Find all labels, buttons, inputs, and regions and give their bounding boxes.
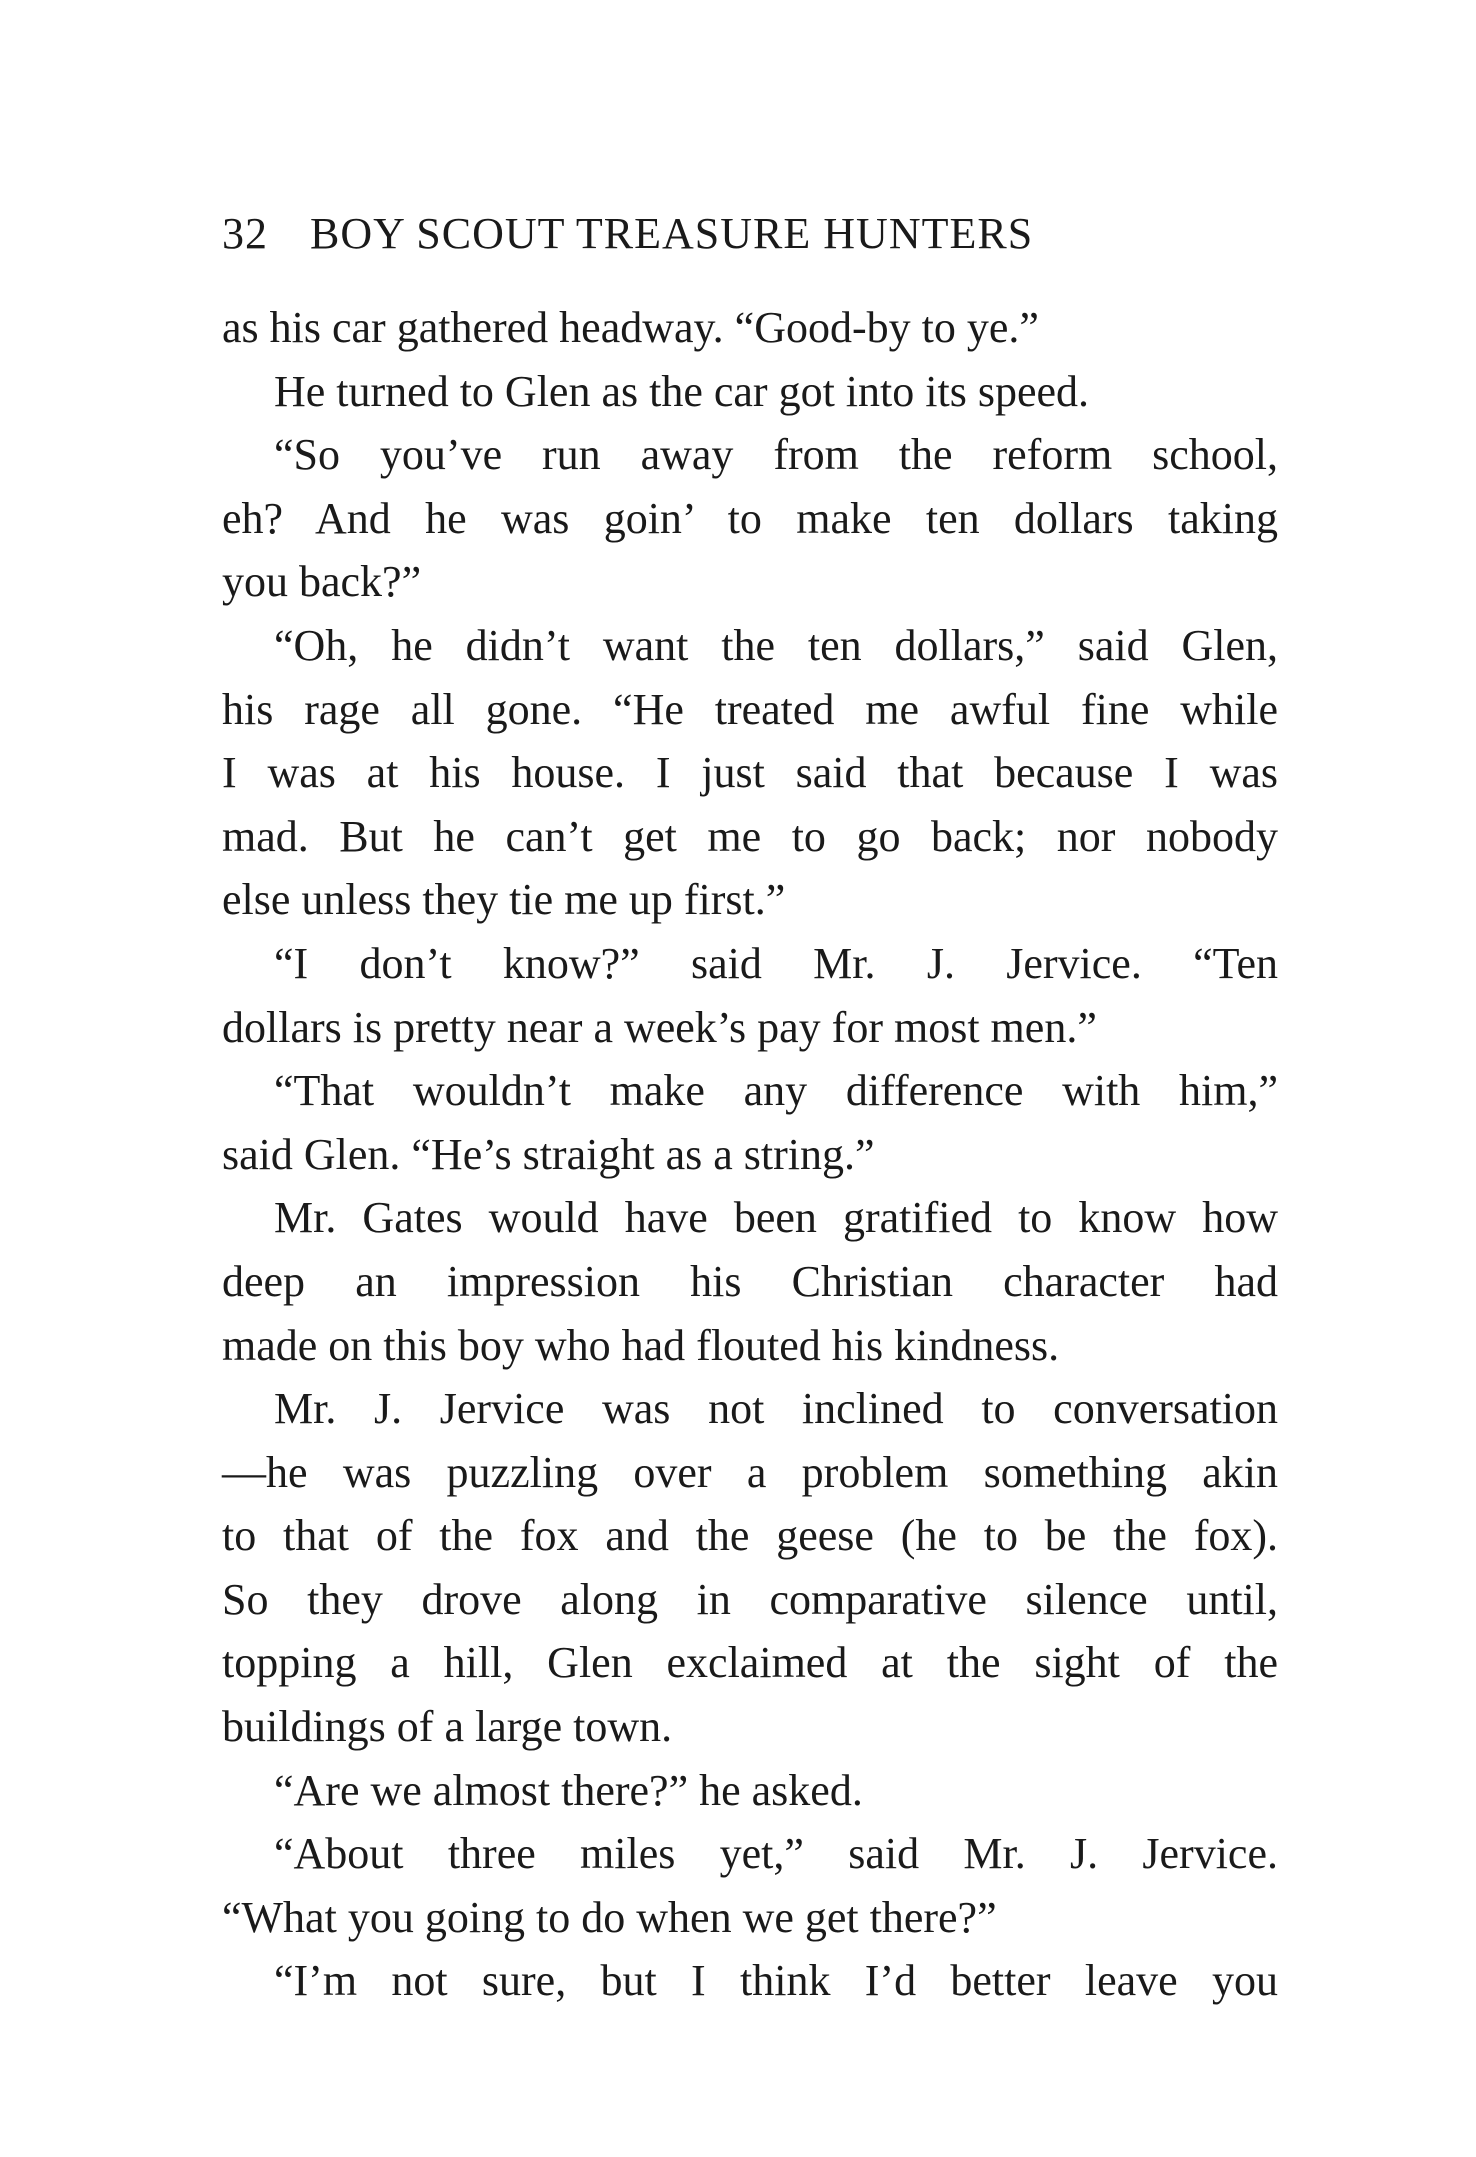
- text-line: Mr. J. Jervice was not inclined to conversation: [274, 1384, 1278, 1434]
- text-line: “What you going to do when we get there?”: [222, 1892, 997, 1942]
- text-line: mad. But he can’t get me to go back; nor nobody: [222, 811, 1278, 861]
- text-line: —he was puzzling over a problem something akin: [222, 1447, 1278, 1497]
- text-line: made on this boy who had flouted his kindness.: [222, 1320, 1060, 1370]
- text-line: He turned to Glen as the car got into its speed.: [274, 366, 1090, 416]
- text-line: “So you’ve run away from the reform school,: [274, 430, 1278, 480]
- body-text: [222, 296, 1278, 2013]
- text-line: topping a hill, Glen exclaimed at the sight of the: [222, 1638, 1278, 1688]
- text-line: buildings of a large town.: [222, 1702, 673, 1752]
- text-line: “About three miles yet,” said Mr. J. Jervice.: [274, 1829, 1278, 1879]
- text-line: “I’m not sure, but I think I’d better leave you: [274, 1956, 1278, 2006]
- text-line: deep an impression his Christian character had: [222, 1256, 1278, 1306]
- text-line: as his car gathered headway. “Good-by to ye.”: [222, 303, 1039, 352]
- book-title: BOY SCOUT TREASURE HUNTERS: [310, 209, 1034, 258]
- text-line: his rage all gone. “He treated me awful fine while: [222, 684, 1278, 734]
- text-line: “Are we almost there?” he asked.: [274, 1765, 863, 1815]
- text-line: “Oh, he didn’t want the ten dollars,” said Glen,: [274, 620, 1278, 670]
- page-number: 32: [222, 209, 268, 258]
- text-line: eh? And he was goin’ to make ten dollars taking: [222, 493, 1278, 543]
- text-line: I was at his house. I just said that because I was: [222, 748, 1278, 798]
- text-line: “I don’t know?” said Mr. J. Jervice. “Ten: [274, 938, 1278, 988]
- text-line: Mr. Gates would have been gratified to know how: [274, 1193, 1278, 1243]
- text-line: said Glen. “He’s straight as a string.”: [222, 1129, 875, 1179]
- text-line: to that of the fox and the geese (he to be the fox).: [222, 1511, 1278, 1561]
- text-line: dollars is pretty near a week’s pay for most men.”: [222, 1002, 1097, 1052]
- text-line: else unless they tie me up first.”: [222, 875, 786, 925]
- text-line: you back?”: [222, 557, 422, 607]
- running-head: [222, 208, 1278, 259]
- text-line: So they drove along in comparative silence until,: [222, 1574, 1278, 1624]
- text-line: “That wouldn’t make any difference with him,”: [274, 1066, 1278, 1116]
